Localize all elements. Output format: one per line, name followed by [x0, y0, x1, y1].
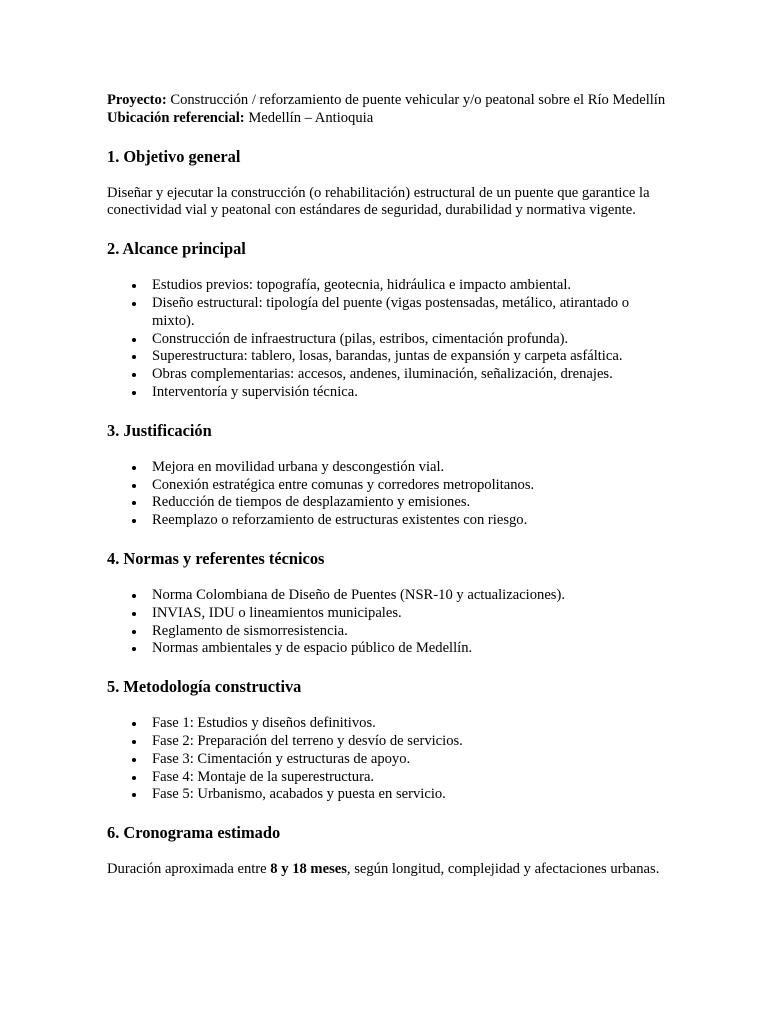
objective-text: Diseñar y ejecutar la construcción (o rehabilitación) estructural de un puente que garantice la conectividad vial y peatonal con estándares de seguridad, durabilidad y normativa vigente. — [107, 184, 650, 219]
location-label: Ubicación referencial: — [107, 109, 245, 126]
list-item: Fase 4: Montaje de la superestructura. — [152, 769, 667, 787]
list-item: Diseño estructural: tipología del puente (vigas postensadas, metálico, atirantado o mixto). — [152, 295, 667, 331]
list-item: Fase 3: Cimentación y estructuras de apoyo. — [152, 751, 667, 769]
schedule-duration: 8 y 18 meses — [270, 861, 347, 878]
list-item: Norma Colombiana de Diseño de Puentes (NSR-10 y actualizaciones). — [152, 587, 667, 605]
list-item: Estudios previos: topografía, geotecnia, hidráulica e impacto ambiental. — [152, 277, 667, 295]
schedule-text — [107, 861, 667, 879]
section-title-methodology: 5. Metodología constructiva — [107, 677, 302, 697]
schedule-text-before: Duración aproximada entre — [107, 861, 271, 878]
list-item: Fase 1: Estudios y diseños definitivos. — [152, 715, 667, 733]
methodology-list — [107, 715, 667, 804]
list-item: Conexión estratégica entre comunas y corredores metropolitanos. — [152, 477, 667, 495]
location-value: Medellín – Antioquia — [244, 109, 374, 126]
section-title-norms: 4. Normas y referentes técnicos — [107, 548, 325, 568]
justification-list — [107, 459, 667, 530]
project-label: Proyecto: — [107, 92, 167, 108]
list-item: INVIAS, IDU o lineamientos municipales. — [152, 605, 667, 623]
section-title-objective: 1. Objetivo general — [107, 146, 241, 166]
schedule-text-after: , según longitud, complejidad y afectaciones urbanas. — [346, 861, 660, 878]
project-line — [107, 92, 667, 110]
scope-list — [107, 277, 667, 402]
norms-list — [107, 587, 667, 658]
list-item: Fase 2: Preparación del terreno y desvío de servicios. — [152, 733, 667, 751]
location-line — [107, 110, 667, 128]
list-item: Fase 5: Urbanismo, acabados y puesta en servicio. — [152, 786, 667, 804]
section-title-scope: 2. Alcance principal — [107, 239, 246, 259]
document-page — [107, 92, 667, 879]
list-item: Obras complementarias: accesos, andenes, iluminación, señalización, drenajes. — [152, 366, 667, 384]
section-title-schedule: 6. Cronograma estimado — [107, 823, 281, 843]
list-item: Reglamento de sismorresistencia. — [152, 623, 667, 641]
list-item: Reemplazo o reforzamiento de estructuras existentes con riesgo. — [152, 512, 667, 530]
list-item: Mejora en movilidad urbana y descongestión vial. — [152, 459, 667, 477]
list-item: Normas ambientales y de espacio público de Medellín. — [152, 640, 667, 658]
list-item: Construcción de infraestructura (pilas, estribos, cimentación profunda). — [152, 331, 667, 349]
project-value: Construcción / reforzamiento de puente vehicular y/o peatonal sobre el Río Medellín — [166, 92, 666, 108]
list-item: Superestructura: tablero, losas, barandas, juntas de expansión y carpeta asfáltica. — [152, 348, 667, 366]
list-item: Interventoría y supervisión técnica. — [152, 384, 667, 402]
section-title-justification: 3. Justificación — [107, 420, 212, 440]
list-item: Reducción de tiempos de desplazamiento y emisiones. — [152, 494, 667, 512]
